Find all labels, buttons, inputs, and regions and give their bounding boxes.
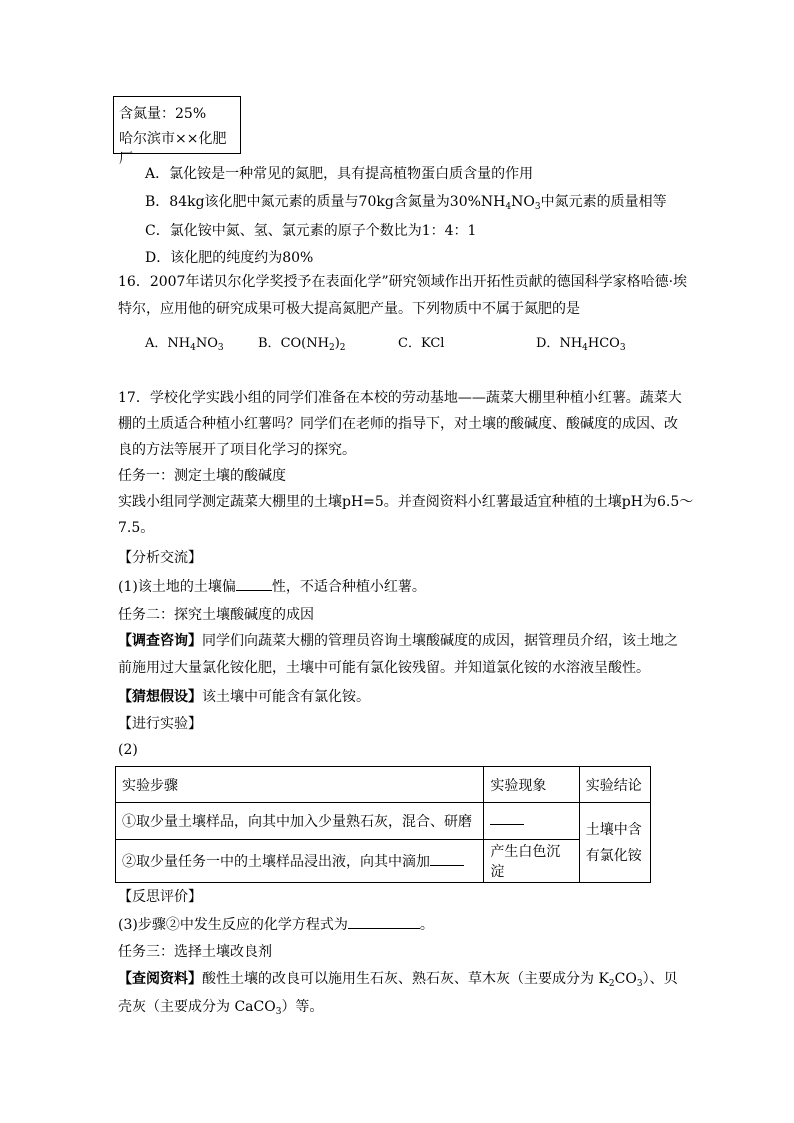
q16-option-a: A．$NH_4NO_3$ <box>145 336 224 353</box>
experiment-table <box>115 766 651 883</box>
question-2-label: (2) <box>118 742 138 758</box>
q16-option-c: C．KCl <box>398 336 445 351</box>
info-line1: 【查阅资料】酸性土壤的改良可以施用生石灰、熟石灰、草木灰（主要成分为 $K_2CO_3$）、贝 <box>118 971 678 989</box>
row2-phenomenon: 产生白色沉淀 <box>484 840 579 883</box>
row2-step: ②取少量任务一中的土壤样品浸出液，向其中滴加 <box>116 840 484 883</box>
question-3: (3)步骤②中发生反应的化学方程式为 。 <box>118 917 434 933</box>
conclusion-line1: 土壤中含 <box>585 821 642 838</box>
info-line2: 壳灰（主要成分为 CaCO$_3$）等。 <box>118 999 324 1017</box>
answer-blank-3[interactable] <box>348 928 420 929</box>
header-step: 实验步骤 <box>116 767 484 803</box>
q15-option-c: C．氯化铵中氮、氢、氯元素的原子个数比为1：4：1 <box>145 223 477 239</box>
q17-intro-line1: 17．学校化学实践小组的同学们准备在本校的劳动基地——蔬菜大棚里种植小红薯。蔬菜大 <box>118 390 682 406</box>
answer-blank-row2-reagent[interactable] <box>430 865 464 866</box>
row1-phenomenon <box>484 803 579 840</box>
answer-blank-row1-phenomenon[interactable] <box>490 824 524 825</box>
q15-option-b: B．84kg该化肥中氮元素的质量与70kg含氮量为$30\%NH_4NO_3$中氮元素的质量相等 <box>145 194 667 212</box>
conclusion-cell <box>579 803 650 883</box>
task1-text-line2: 7.5。 <box>118 520 155 536</box>
q15-option-a: A．氯化铵是一种常见的氮肥，具有提高植物蛋白质含量的作用 <box>145 166 534 182</box>
q17-intro-line3: 良的方法等展开了项目化学习的探究。 <box>118 442 356 458</box>
question-1: (1)该土地的土壤偏 性，不适合种植小红薯。 <box>118 579 426 595</box>
row1-step: ①取少量土壤样品，向其中加入少量熟石灰，混合、研磨 <box>116 803 484 840</box>
table-row <box>116 803 651 840</box>
q16-option-d: D．$NH_4HCO_3$ <box>536 336 626 353</box>
nitrogen-content-text: 含氮量：25% <box>119 106 207 122</box>
table-row <box>116 840 651 883</box>
header-conclusion: 实验结论 <box>579 767 650 803</box>
q16-stem-line1: 16．2007年诺贝尔化学奖授予在表面化学”研究领域作出开拓性贡献的德国科学家格哈德·埃 <box>118 274 688 290</box>
q16-stem-line2: 特尔，应用他的研究成果可极大提高氮肥产量。下列物质中不属于氮肥的是 <box>118 301 580 317</box>
survey-line2: 前施用过大量氯化铵化肥，土壤中可能有氯化铵残留。并知道氯化铵的水溶液呈酸性。 <box>118 660 650 676</box>
experiment-heading: 【进行实验】 <box>118 716 202 732</box>
header-phenomenon: 实验现象 <box>484 767 579 803</box>
survey-line1: 【调查咨询】同学们向蔬菜大棚的管理员咨询土壤酸碱度的成因，据管理员介绍，该土地之 <box>118 633 678 649</box>
table-header-row <box>116 767 651 803</box>
answer-blank-1[interactable] <box>236 590 272 591</box>
q15-option-d: D．该化肥的纯度约为80% <box>145 250 314 266</box>
hypothesis-line: 【猜想假设】该土壤中可能含有氯化铵。 <box>118 689 370 705</box>
task1-heading: 任务一：测定土壤的酸碱度 <box>118 468 286 484</box>
fertilizer-label-box <box>113 96 241 167</box>
factory-name-text: 哈尔滨市××化肥厂 <box>119 131 227 167</box>
reflection-heading: 【反思评价】 <box>118 889 202 905</box>
task1-text-line1: 实践小组同学测定蔬菜大棚里的土壤pH=5。并查阅资料小红薯最适宜种植的土壤pH为6.5～ <box>118 494 694 510</box>
analysis-heading: 【分析交流】 <box>118 550 202 566</box>
task2-heading: 任务二：探究土壤酸碱度的成因 <box>118 607 314 623</box>
conclusion-line2: 有氯化铵 <box>585 847 642 864</box>
task3-heading: 任务三：选择土壤改良剂 <box>118 944 272 960</box>
q17-intro-line2: 棚的土质适合种植小红薯吗？同学们在老师的指导下，对土壤的酸碱度、酸碱度的成因、改 <box>118 416 678 432</box>
q16-option-b: B．$CO(NH_2)_2$ <box>258 336 346 353</box>
